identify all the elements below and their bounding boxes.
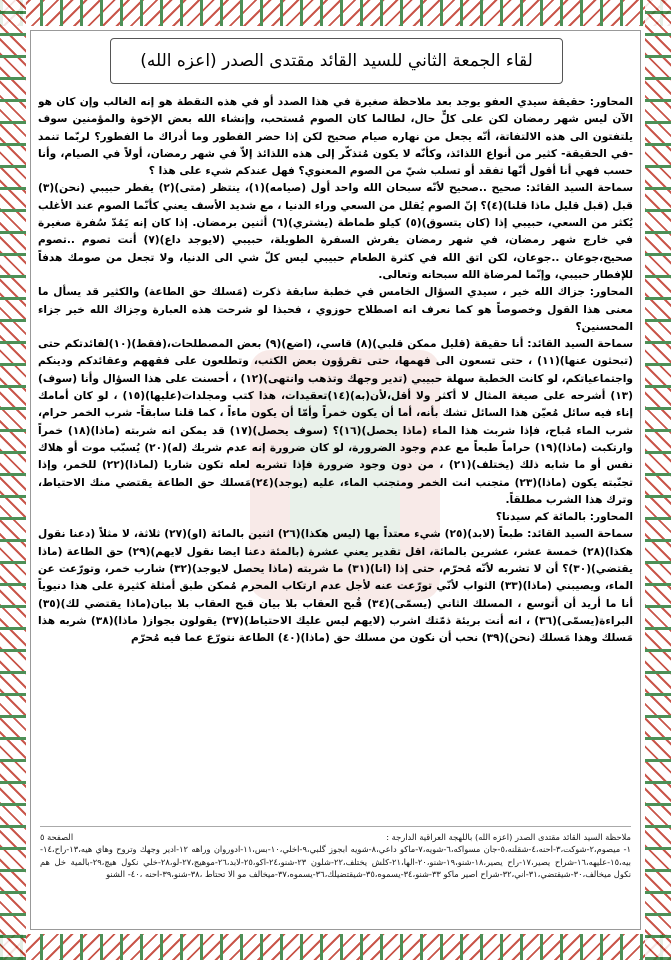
decorative-border-left (0, 0, 26, 960)
footnotes-text: ١- ميصوم،٢-شوكت،٣-احنه،٤-شقلنه،٥-جان مسواكه،٦-شويه،٧-ماكو داعي،٨-شويه ابجوز گلبي،٩-اخلي،١٠-بس،١١-ادوروان وراهه ١٢-ادير وجهك وتروح وهاي هيه،١٣-راح،١٤-بيه،١٥-عليهه،١٦-شراح يصير،١٧-راح يصير،١٨-شنو،١٩-شنو،٢٠-الها،٢١-كلش يختلف،٢٢-شلون ٢٣-شنو،٢٤-اكو،٢٥-لابد،٢٦-موهيج،٢٧-لو،٢٨-خلي نكول هيچ،٢٩-بالمية خل هم نكول ميخالف،٣٠-شيقتضي،٣١-اني،٣٢-شراح اصير ماكو ٣٣-شنو،٣٤-يسموه،٣٥-شيقتضيلك،٣٦-يسموه،٣٧-ميخالف مو الا تحتاط ،٣٨-شنو،٣٩-احنه ،٤٠- الشنو (40, 844, 631, 880)
page-title: لقاء الجمعة الثاني للسيد القائد مقتدى الصدر (اعزه الله) (110, 38, 563, 84)
document-body (38, 94, 633, 734)
paragraph: سماحة السيد القائد: أنا حقيقة (قليل ممكن قلبي)(٨) قاسي، (اضع)(٩) بعض المصطلحات،(فقط)(١٠)لفائدتكم حتى (تبحثون عنها)(١١) ، حتى تسعون الى فهمها، حتى تقرؤون بعض الكتب، وتطلعون على فقههم وعقائدكم ودينكم واجتماعياتكم، لو كانت الخطبة سهلة حبيبي (تدير وجهك وتذهب وانتهى)(١٢) ، أحسنت على هذا السؤال وأنا (سوف)(١٣) أشرحه على صيغة المثال لا أكثر ولا أقل،لأن(به)(١٤)تعقيدات، هذا كتب ومجلدات(عليها)(١٥) ، لو كان أمامك إناء فيه سائل مُعيّن هذا السائل تشك بأنه، أما أن يكون خمراً وأمّا أن يكون ماءاً ، كما قلنا سابقاً- شرب الخمر حرام، شرب الماء مُباح، فإذا شربت هذا الماء (ماذا يحصل)(١٦)؟ (سوف يحصل)(١٧) قد يمكن انه شربته (ماذا)(١٨) خمراً وارتكبت (ماذا)(١٩) حراماً طبعاً مع عدم وجود الضرورة، لو كان ضرورة إنه عدم شربك (له)(٢٠) يُسبّب موت أو هلاك نفس أو ما شابه ذلك (يختلف)(٢١) ، من دون وجود ضرورة فإذا تشربه لعله تكون شاربا (لماذا)(٢٢) للخمر، وإذا تجنّبته يكون (ماذا)(٢٣) متجنب انت الخمر ومتجنب الماء، عليه (يوجد)(٢٤)مَسلك حق الطاعة يقتضي منك الاحتياط، وترك هذا الشرب مطلقاً. (38, 338, 633, 506)
paragraph: سماحة السيد القائد: طبعاً (لابد)(٢٥) شيء معتداً بها (ليس هكذا)(٢٦) اثنين بالمائة (او)(٢٧) ثلاثة، لا مثلاً (دعنا نقول هكذا)(٢٨) خمسة عشر، عشرين بالمائة، اقل تقدير يعني عشرة (بالمئة دعنا ايضا نقول لايهم)(٢٩) حق الطاعة (ماذا يقتضي)(٣٠)؟ أن لا تشربه لأنّه مُحرّم، حتى إذا (انا)(٣١) ما شربته (ماذا يحصل لايوجد)(٣٢) شارب خمر، وتورّعت عن الماء، ويصيبني (ماذا)(٣٣) الثواب لأنّي تورّعت عنه لأجل عدم ارتكاب المحرم مُمكن طبق أمثلة كثيرة على هذا دنيوياً أنا ما أريد أن أتوسع ، المسلك الثاني (يسمّى)(٣٤) قُبح العقاب بلا بيان قبح العقاب بلا بيان(ماذا يقتضي لك)(٣٥) البراءة(يسمّى)(٣٦) ، انه أنت بريئة ذمّتك اشرب (لايهم ليس عليك الاحتياط)(٣٧) يقولون بجواز( ماذا)(٣٨) شربه هذا مَسلك وهذا مَسلك (نحن)(٣٩) نحب أن نكون من مسلك حق (ماذا)(٤٠) الطاعة نتورّع عما فيه مُحرّم (38, 528, 633, 645)
footnotes (40, 826, 631, 896)
paragraph: سماحة السيد القائد: صحيح ..صحيح لأنّه سبحان الله واحد أول (صيامه)(١)، ينتظر (متى)(٢) يفطر حبيبي (نحن)(٣) قبل (قبل قليل ماذا قلنا)(٤)؟ إنّ الصوم يُقلل من السعي وراء الدنيا ، مع شديد الأسف يعني كأنّما الصوم عند الأغلب يُكثر من السعي، حبيبي إذا (كان يتسوق)(٥) كيلو طماطة (يشتري)(٦) أثنين برمضان. إذا كان إنه يَمُدّ سُفرة صغيرة في خارج شهر رمضان، في شهر رمضان يفرش السفرة الطويلة، حبيبي (لايوجد داع)(٧) أنت تصوم ..تصوم صحيح،جوعان ..جوعان، لكن اتق الله في كثرة الطعام حبيبي ليس كلّ شي الى الدنيا، ولا تجعل من صومك هدفاً للإفطار حبيبي، وإنّما لمرضاة الله سبحانه وتعالى. (38, 182, 633, 281)
paragraph: المحاور: حقيقة سيدي العفو يوجد بعد ملاحظة صغيرة في هذا الصدد أو في هذه النقطة هو إنه الغالب وإن كان هو الآن ليس شهر رمضان لكن على كلٍّ حال، لطالما كان الصوم مُستحب، وإنشاء الله بعض الإخوة والمؤمنين سوف يلتفتون الى هذه الالتفاتة، أنّه يجعل من نهاره صيام صحيح لكن إذا حضر الفطور وما أدراك ما الفطور؟ لربّما تنمد -في الحقيقة- كثير من أنواع اللذائذ، وكأنّه لا يكون مُتذكّر إلى هذه اللذائذ إلاّ في شهر رمضان، أولاً في الصيام، وأنا حسب فهي أنا أقول أنّها تفقد أو تسلب شيّ من الصوم المعنوي؟ فهل عندكم شيء على هذا ؟ (38, 96, 633, 178)
footnotes-heading: ملاحظة السيد القائد مقتدى الصدر (اعزه الله) باللهجة العراقية الدارجة : (386, 832, 631, 842)
decorative-border-bottom (0, 934, 671, 960)
decorative-border-top (0, 0, 671, 26)
page-number: الصفحة ٥ (40, 832, 74, 842)
footnotes-header (40, 831, 631, 843)
paragraph: المحاور: جزاك الله خير ، سيدي السؤال الخامس في خطبة سابقة ذكرت (مَسلك حق الطاعة) والكثير قد يسأل ما معنى هذا القول وخصوصاً هو كما نعرف انه اصطلاح حوزوي ، فحبذا لو شرحت هذه العبارة وجزاك الله خير جزاء المحسنين؟ (38, 286, 633, 333)
paragraph: المحاور: بالمائة كم سيدنا؟ (495, 511, 633, 524)
decorative-border-right (645, 0, 671, 960)
